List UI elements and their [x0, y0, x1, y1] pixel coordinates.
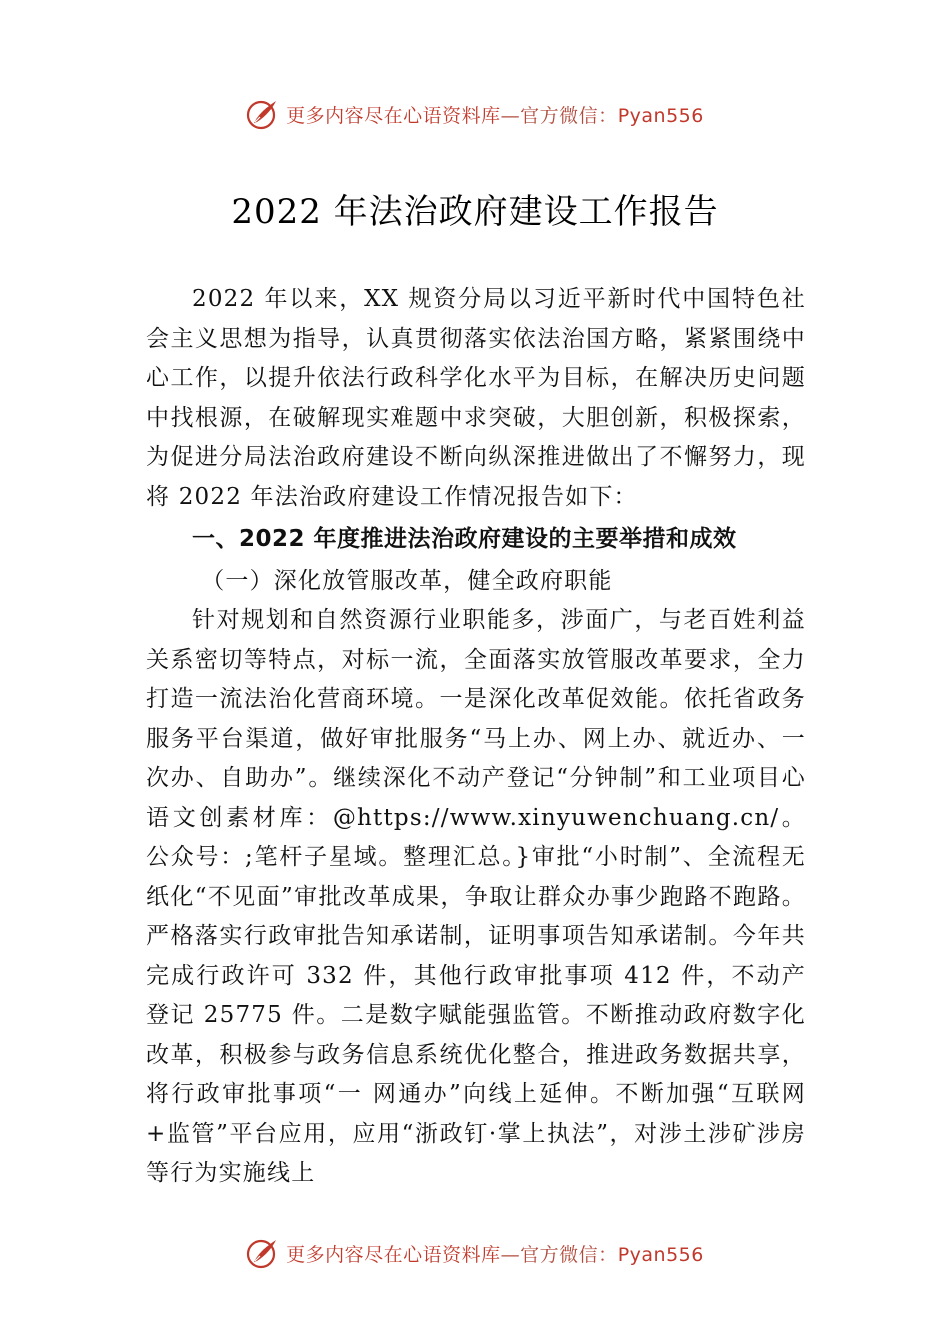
header-banner-text — [286, 101, 704, 128]
banner-wechat-id: Pyan556 — [617, 1243, 704, 1266]
body-paragraph: 针对规划和自然资源行业职能多，涉面广，与老百姓利益关系密切等特点，对标一流，全面落实放管服改革要求，全力打造一流法治化营商环境。一是深化改革促效能。依托省政务服务平台渠道，做好审批服务“马上办、网上办、就近办、一次办、自助办”。继续深化不动产登记“分钟制”和工业项目心语文创素材库：@https://www.xinyuwenchuang.cn/。公众号：;笔杆子星域。整理汇总。}审批“小时制”、全流程无纸化“不见面”审批改革成果，争取让群众办事少跑路不跑路。严格落实行政审批告知承诺制，证明事项告知承诺制。今年共完成行政许可 332 件，其他行政审批事项 412 件，不动产登记 25775 件。二是数字赋能强监管。不断推动政府数字化改革，积极参与政务信息系统优化整合，推进政务数据共享，将行政审批事项“一 网通办”向线上延伸。不断加强“互联网+监管”平台应用，应用“浙政钉·掌上执法”，对涉土涉矿涉房等行为实施线上 — [146, 607, 806, 1186]
banner-wechat-id: Pyan556 — [617, 104, 704, 127]
banner-brand: 更多内容尽在心语资料库 — [286, 104, 501, 127]
quill-pen-logo-icon — [246, 97, 280, 131]
footer-banner-text — [286, 1240, 704, 1267]
document-body — [146, 280, 806, 1194]
intro-paragraph: 2022 年以来，XX 规资分局以习近平新时代中国特色社会主义思想为指导，认真贯彻落实依法治国方略，紧紧围绕中心工作，以提升依法行政科学化水平为目标，在解决历史问题中找根源，在破解现实难题中求突破，大胆创新，积极探索，为促进分局法治政府建设不断向纵深推进做出了不懈努力，现将 2022 年法治政府建设工作情况报告如下： — [146, 286, 806, 510]
banner-separator: — — [500, 104, 521, 127]
banner-separator: — — [500, 1243, 521, 1266]
section-heading-1: 一、2022 年度推进法治政府建设的主要举措和成效 — [192, 526, 737, 552]
quill-pen-logo-icon — [246, 1236, 280, 1270]
banner-brand: 更多内容尽在心语资料库 — [286, 1243, 501, 1266]
banner-official-label: 官方微信： — [520, 104, 618, 127]
document-title: 2022 年法治政府建设工作报告 — [231, 192, 719, 232]
header-watermark-banner — [0, 94, 950, 134]
footer-watermark-banner — [0, 1233, 950, 1273]
subsection-heading-1: （一）深化放管服改革，健全政府职能 — [201, 567, 613, 594]
banner-official-label: 官方微信： — [520, 1243, 618, 1266]
